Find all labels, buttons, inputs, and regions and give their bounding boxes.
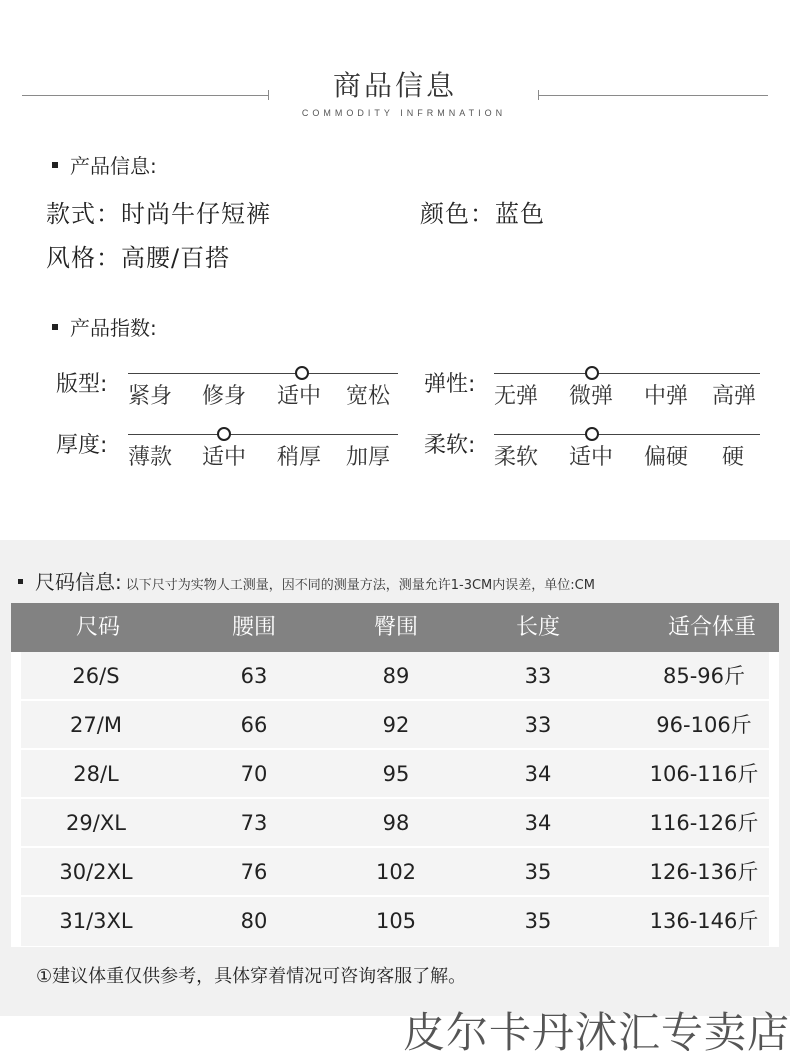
size-footnote: ①建议体重仅供参考，具体穿着情况可咨询客服了解。 — [36, 966, 467, 987]
column-header: 尺码 — [75, 615, 120, 640]
scale-fit-label: 版型: — [56, 372, 108, 397]
column-header: 臀围 — [373, 615, 418, 640]
table-row — [21, 652, 769, 701]
table-row — [21, 799, 769, 848]
cell-hip: 92 — [382, 713, 410, 737]
scale-softness-option: 适中 — [569, 445, 614, 470]
size-info-heading — [18, 566, 595, 595]
scale-elasticity-option: 高弹 — [712, 384, 757, 409]
scale-thickness-knob — [217, 427, 231, 441]
cell-length: 34 — [524, 762, 552, 786]
cell-hip: 95 — [382, 762, 410, 786]
fashion-label: 风格：高腰/百搭 — [46, 244, 231, 272]
scale-fit-option: 宽松 — [346, 384, 391, 409]
bullet-icon — [18, 579, 23, 584]
scale-thickness-track — [128, 434, 398, 435]
cell-size: 29/XL — [66, 811, 126, 835]
cell-hip: 105 — [375, 909, 417, 933]
size-info-heading-text: 尺码信息: — [35, 570, 122, 594]
cell-waist: 66 — [240, 713, 268, 737]
page-header — [0, 0, 790, 130]
cell-waist: 63 — [240, 664, 268, 688]
scale-elasticity-label: 弹性: — [424, 372, 476, 397]
cell-length: 33 — [524, 664, 552, 688]
scale-softness — [424, 428, 774, 478]
style-label: 款式：时尚牛仔短裤 — [46, 200, 271, 228]
column-header: 适合体重 — [667, 615, 756, 640]
cell-size: 27/M — [70, 713, 122, 737]
scale-fit — [56, 367, 406, 417]
cell-hip: 102 — [375, 860, 417, 884]
cell-waist: 76 — [240, 860, 268, 884]
cell-weight: 136-146斤 — [649, 909, 759, 933]
page-title: 商品信息 — [332, 69, 457, 102]
page-subtitle: COMMODITY INFRMNATION — [301, 108, 507, 118]
scale-elasticity-option: 微弹 — [569, 384, 614, 409]
column-header: 腰围 — [231, 615, 276, 640]
scale-thickness-option: 稍厚 — [277, 445, 322, 470]
bullet-icon — [52, 324, 58, 330]
cell-length: 35 — [524, 860, 552, 884]
cell-waist: 70 — [240, 762, 268, 786]
scale-softness-option: 偏硬 — [644, 445, 689, 470]
cell-hip: 89 — [382, 664, 410, 688]
size-table — [11, 603, 779, 947]
scale-elasticity-option: 无弹 — [494, 384, 539, 409]
cell-weight: 85-96斤 — [662, 664, 746, 688]
size-info-note: 以下尺寸为实物人工测量，因不同的测量方法，测量允许1-3CM内误差，单位:CM — [125, 578, 595, 593]
product-info-heading-text: 产品信息: — [70, 154, 157, 178]
table-row — [21, 848, 769, 897]
scale-thickness-label: 厚度: — [56, 433, 108, 458]
cell-size: 30/2XL — [59, 860, 133, 884]
cell-size: 28/L — [73, 762, 119, 786]
scale-fit-option: 紧身 — [128, 384, 173, 409]
scale-softness-option: 柔软 — [494, 445, 539, 470]
size-table-header — [11, 603, 779, 652]
scale-elasticity-option: 中弹 — [644, 384, 689, 409]
shop-name-watermark: 皮尔卡丹沭汇专卖店 — [402, 1008, 790, 1056]
cell-waist: 80 — [240, 909, 268, 933]
product-index-heading-text: 产品指数: — [70, 316, 157, 340]
cell-hip: 98 — [382, 811, 410, 835]
scale-elasticity-track — [494, 373, 760, 374]
scale-fit-option: 适中 — [277, 384, 322, 409]
scale-softness-knob — [585, 427, 599, 441]
cell-length: 33 — [524, 713, 552, 737]
cell-weight: 106-116斤 — [649, 762, 759, 786]
cell-weight: 116-126斤 — [649, 811, 759, 835]
scale-fit-knob — [295, 366, 309, 380]
scale-softness-label: 柔软: — [424, 433, 476, 458]
table-row — [21, 701, 769, 750]
color-label: 颜色：蓝色 — [420, 200, 545, 228]
product-info-heading — [52, 150, 157, 179]
column-header: 长度 — [515, 615, 560, 640]
scale-thickness — [56, 428, 406, 478]
cell-waist: 73 — [240, 811, 268, 835]
bullet-icon — [52, 162, 58, 168]
scale-thickness-option: 适中 — [202, 445, 247, 470]
scale-elasticity-knob — [585, 366, 599, 380]
cell-size: 31/3XL — [59, 909, 133, 933]
scale-fit-option: 修身 — [202, 384, 247, 409]
cell-length: 34 — [524, 811, 552, 835]
table-row — [21, 897, 769, 946]
cell-length: 35 — [524, 909, 552, 933]
cell-weight: 96-106斤 — [656, 713, 752, 737]
scale-thickness-option: 加厚 — [346, 445, 391, 470]
scale-elasticity — [424, 367, 774, 417]
cell-weight: 126-136斤 — [649, 860, 759, 884]
scale-softness-track — [494, 434, 760, 435]
table-row — [21, 750, 769, 799]
product-index-heading — [52, 312, 157, 341]
cell-size: 26/S — [72, 664, 120, 688]
scale-thickness-option: 薄款 — [128, 445, 173, 470]
scale-softness-option: 硬 — [722, 445, 745, 470]
size-section — [0, 540, 790, 1016]
scale-fit-track — [128, 373, 398, 374]
